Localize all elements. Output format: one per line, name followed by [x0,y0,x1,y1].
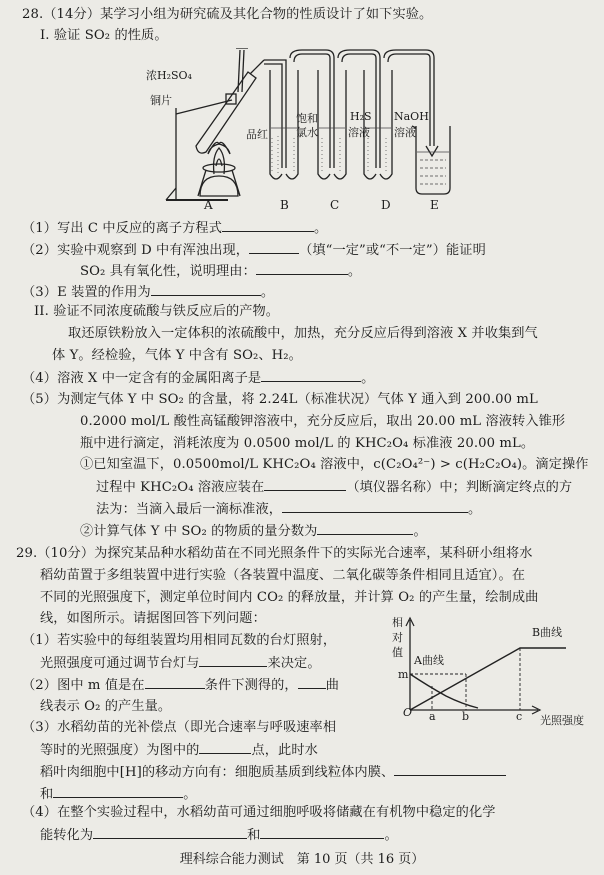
answer-blank[interactable] [317,522,413,535]
label-beaker-2: 溶液 [394,126,416,139]
q29-sub3-l2: 等时的光照强度）为图中的 点，此时水 [40,743,318,758]
q28-sub3: （3）E 装置的作用为 。 [22,285,275,300]
q29-sub3-l1: （3）水稻幼苗的光补偿点（即光合速率与呼吸速率相 [22,720,337,735]
answer-blank[interactable] [394,763,506,776]
q28-part2-p2: 体 Y。经检验，气体 Y 中含有 SO₂、H₂。 [52,348,302,363]
letter-b: B [280,198,289,212]
q29-sub3-l3: 稻叶肉细胞中[H]的移动方向有：细胞质基质到线粒体内膜、 [40,763,506,782]
graph-b: b [462,710,470,723]
answer-blank[interactable] [298,676,326,689]
q28-header: 28.（14分）某学习小组为研究硫及其化合物的性质设计了如下实验。 [22,7,433,22]
q28-sub1: （1）写出 C 中反应的离子方程式 。 [22,221,328,236]
q28-sub5-s1-l3: 法为：当滴入最后一滴标准液， 。 [96,502,482,517]
label-tube-d-2: 溶液 [348,126,370,139]
label-copper: 铜片 [150,94,172,107]
q28-sub4: （4）溶液 X 中一定含有的金属阳离子是 。 [22,371,375,386]
q29-sub2-l2: 线表示 O₂ 的产生量。 [40,699,172,714]
q29-sub3-l4: 和 。 [40,787,197,802]
letter-e: E [430,198,439,212]
letter-c: C [330,198,340,212]
graph-c: c [516,710,523,723]
q28-sub2: （2）实验中观察到 D 中有浑浊出现， （填“一定”或“不一定”）能证明 [22,243,486,258]
q29-header-l1: 29.（10分）为探究某品种水稻幼苗在不同光照条件下的实际光合速率，某科研小组将水 [16,546,533,561]
q28-part2-p1: 取还原铁粉放入一定体积的浓硫酸中，加热，充分反应后得到溶液 X 并收集到气 [68,326,538,341]
answer-blank[interactable] [145,676,205,689]
answer-blank[interactable] [260,826,384,839]
q29-sub1-l2: 光照强度可通过调节台灯与 来决定。 [40,656,321,671]
q29-sub2-l1: （2）图中 m 值是在 条件下测得的， 曲 [22,678,340,693]
graph-ylabel-3: 值 [392,646,403,659]
q29-header-l4: 线，如图所示。请据图回答下列问题： [40,611,266,626]
graph-a: a [429,710,436,723]
label-tube-d-1: H₂S [350,110,372,123]
label-tube-c-1: 饱和 [296,112,318,125]
graph-xlabel: 光照强度 [540,714,584,727]
graph-curve-a: A曲线 [414,654,444,667]
answer-blank[interactable] [282,500,468,513]
label-tube-c-2: 氯水 [296,126,318,139]
graph-m: m [398,668,409,681]
q28-part1-title: I. 验证 SO₂ 的性质。 [40,28,168,43]
label-conc-acid: 浓H₂SO₄ [146,69,192,82]
graph-curve-b: B曲线 [532,626,563,639]
q29-header-l3: 不同的光照强度下，测定单位时间内 CO₂ 的释放量，并计算 O₂ 的产生量，绘制成曲 [40,590,539,605]
page-footer: 理科综合能力测试 第 10 页（共 16 页） [179,852,425,867]
graph-ylabel-1: 相 [392,616,403,629]
label-beaker-1: NaOH [394,110,429,123]
answer-blank[interactable] [199,654,267,667]
answer-blank[interactable] [261,369,361,382]
q28-part2-title: II. 验证不同浓度硫酸与铁反应后的产物。 [34,304,280,319]
q29-sub4-l1: （4）在整个实验过程中，水稻幼苗可通过细胞呼吸将储藏在有机物中稳定的化学 [22,805,496,820]
letter-a: A [204,198,213,212]
q28-sub5-l1: （5）为测定气体 Y 中 SO₂ 的含量，将 2.24L（标准状况）气体 Y 通入到 200.00 mL [22,392,538,407]
answer-blank[interactable] [199,741,251,754]
letter-d: D [381,198,391,212]
q28-sub5-l3: 瓶中进行滴定，消耗浓度为 0.0500 mol/L 的 KHC₂O₄ 标准液 20.00 mL。 [80,436,535,451]
answer-blank[interactable] [53,785,183,798]
answer-blank[interactable] [249,241,299,254]
q28-sub5-s1-l2: 过程中 KHC₂O₄ 溶液应装在 （填仪器名称）中；判断滴定终点的方 [96,480,573,495]
q28-sub2-cont: SO₂ 具有氧化性，说明理由： 。 [80,264,362,279]
graph-origin: O [403,706,413,719]
answer-blank[interactable] [93,826,247,839]
answer-blank[interactable] [151,283,261,296]
q29-header-l2: 稻幼苗置于多组装置中进行实验（各装置中温度、二氧化碳等条件相同且适宜）。在 [40,568,526,583]
answer-blank[interactable] [222,219,314,232]
answer-blank[interactable] [256,262,348,275]
q29-sub1-l1: （1）若实验中的每组装置均用相同瓦数的台灯照射， [22,633,337,648]
q28-sub5-s2: ②计算气体 Y 中 SO₂ 的物质的量分数为 。 [80,524,427,539]
q28-sub5-l2: 0.2000 mol/L 酸性高锰酸钾溶液中，充分反应后，取出 20.00 mL 溶液转入锥形 [80,414,566,429]
graph-ylabel-2: 对 [392,631,403,644]
q29-sub4-l2: 能转化为 和 。 [40,828,398,843]
q28-sub5-s1-l1: ①已知室温下，0.0500mol/L KHC₂O₄ 溶液中，c(C₂O₄²⁻) > c(H₂C₂O₄)。滴定操作 [80,457,589,472]
answer-blank[interactable] [264,478,346,491]
label-tube-b: 品红 [246,128,268,141]
